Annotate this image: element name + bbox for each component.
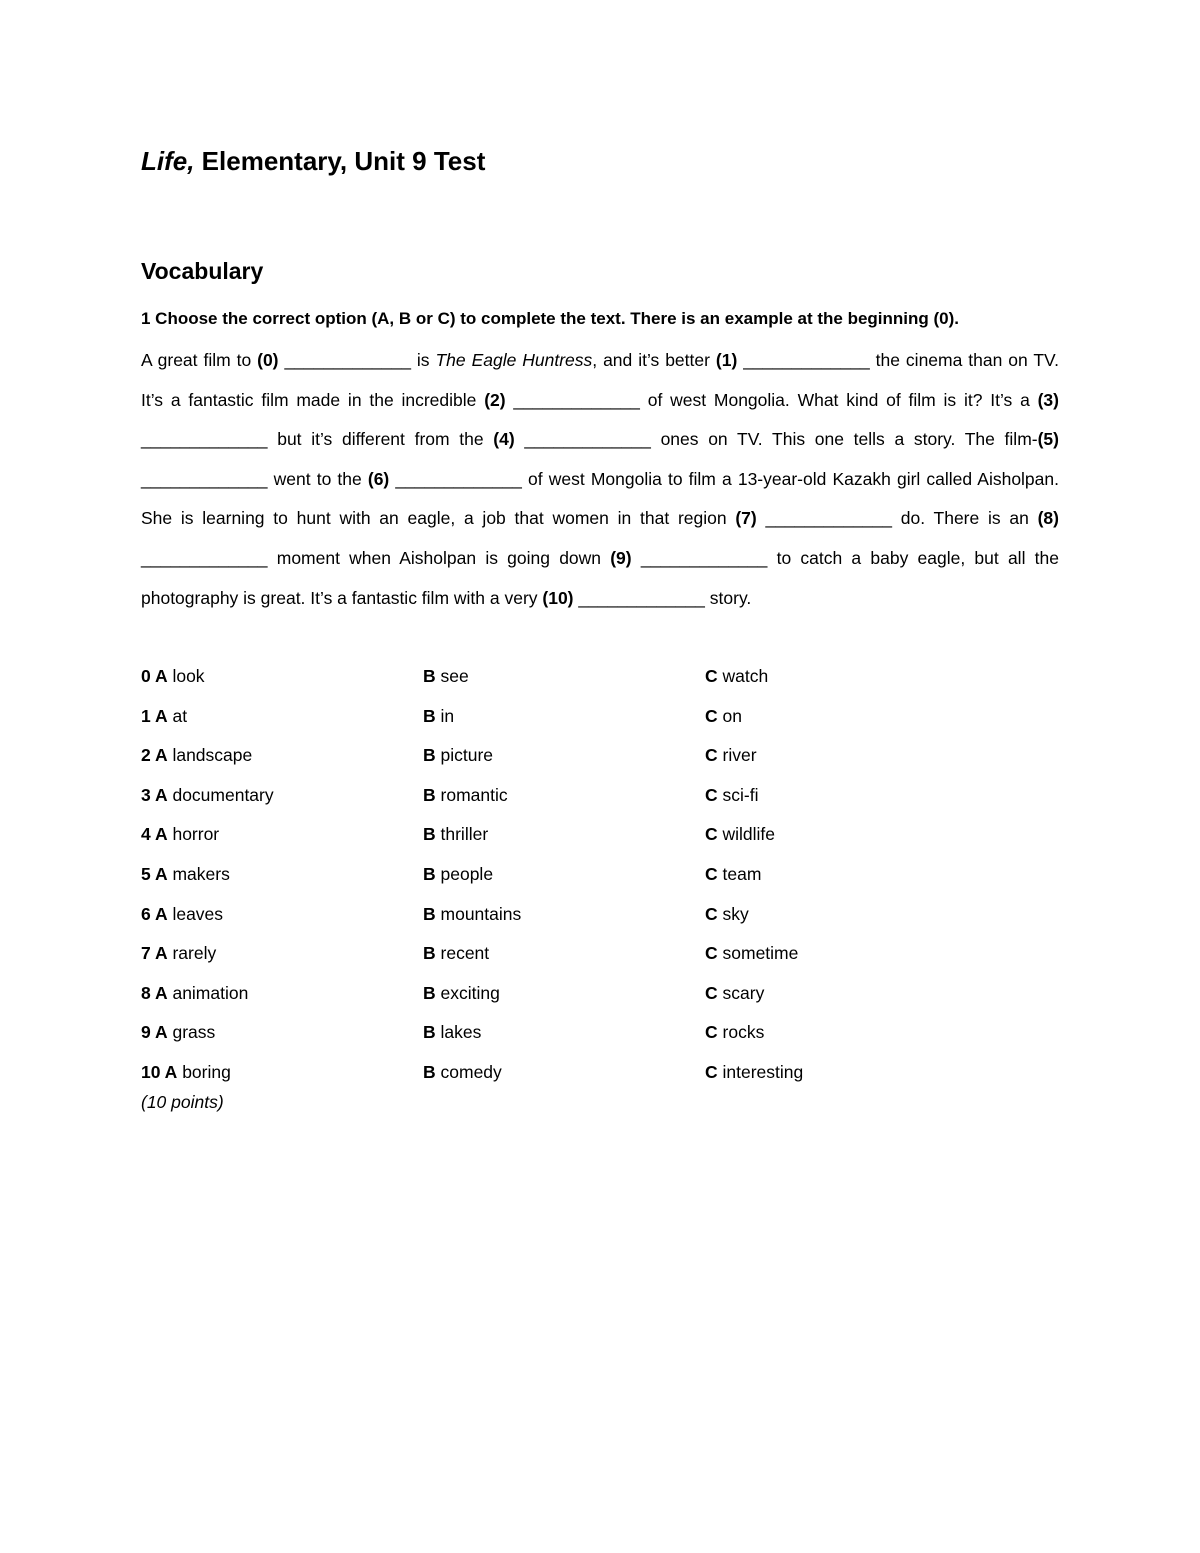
option-b — [423, 855, 705, 895]
option-a — [141, 1053, 423, 1093]
option-c — [705, 815, 1005, 855]
option-label: B — [423, 982, 436, 1003]
option-row — [141, 934, 1059, 974]
title-italic: Life, — [141, 146, 195, 176]
option-label: C — [705, 1022, 718, 1043]
option-label: B — [423, 824, 436, 845]
option-label: C — [705, 863, 718, 884]
passage-segment: A great film to — [141, 350, 258, 370]
option-text: team — [717, 863, 762, 884]
option-row — [141, 1053, 1059, 1093]
option-text: romantic — [435, 784, 508, 805]
option-c — [705, 736, 1005, 776]
option-label: C — [705, 824, 718, 845]
gap-number: (0) — [257, 350, 279, 370]
passage-segment: went to the — [267, 468, 368, 489]
option-c — [705, 1053, 1005, 1093]
option-text: interesting — [717, 1061, 804, 1082]
option-label: B — [423, 705, 436, 726]
option-label: C — [705, 705, 718, 726]
answer-blank: _____________ — [395, 468, 522, 489]
option-text: river — [717, 745, 757, 766]
option-c — [705, 855, 1005, 895]
gap-number: (3) — [1037, 389, 1059, 410]
option-label: C — [705, 943, 718, 964]
option-text: exciting — [435, 982, 500, 1003]
option-label: B — [423, 745, 436, 766]
option-text: leaves — [167, 903, 224, 924]
passage-segment: , and it’s better — [592, 350, 716, 370]
option-text: comedy — [435, 1061, 502, 1082]
option-text: wildlife — [717, 824, 776, 845]
option-row — [141, 855, 1059, 895]
option-text: documentary — [167, 784, 274, 805]
option-label: C — [705, 745, 718, 766]
option-label: C — [705, 784, 718, 805]
answer-blank: _____________ — [284, 350, 411, 370]
option-text: at — [167, 705, 188, 726]
option-a — [141, 736, 423, 776]
option-c — [705, 776, 1005, 816]
option-text: horror — [167, 824, 220, 845]
option-label: C — [705, 982, 718, 1003]
option-label: 0 A — [141, 666, 168, 686]
option-text: watch — [717, 666, 769, 686]
option-text: in — [435, 705, 455, 726]
option-label: B — [423, 903, 436, 924]
option-text: on — [717, 705, 742, 726]
option-label: C — [705, 903, 718, 924]
option-b — [423, 657, 705, 697]
gap-number: (2) — [484, 389, 506, 410]
option-text: lakes — [435, 1022, 482, 1043]
option-a — [141, 855, 423, 895]
option-a — [141, 1013, 423, 1053]
option-b — [423, 974, 705, 1014]
option-label: 7 A — [141, 943, 168, 964]
option-text: picture — [435, 745, 494, 766]
option-label: 10 A — [141, 1061, 178, 1082]
option-text: landscape — [167, 745, 253, 766]
gap-number: (4) — [493, 429, 515, 450]
option-a — [141, 697, 423, 737]
option-row — [141, 1013, 1059, 1053]
option-text: scary — [717, 982, 765, 1003]
option-b — [423, 736, 705, 776]
option-text: recent — [435, 943, 490, 964]
option-row — [141, 657, 1059, 697]
gap-number: (7) — [735, 508, 757, 529]
page-title — [141, 146, 485, 177]
points-note: (10 points) — [141, 1092, 224, 1112]
gap-number: (6) — [367, 468, 390, 489]
option-label: 6 A — [141, 903, 168, 924]
passage-segment: of west Mongolia. What kind of film is it? It’s a — [639, 389, 1038, 410]
option-row — [141, 974, 1059, 1014]
option-b — [423, 697, 705, 737]
option-label: B — [423, 863, 436, 884]
passage-segment: of west Mongolia to film a 13-year-old Kazakh girl called Aisholpan. She is learning to hunt with an eagle, a job that women in that region — [141, 468, 1059, 529]
gap-number: (8) — [1037, 508, 1059, 529]
passage-segment: is — [410, 350, 436, 370]
film-title: The Eagle Huntress — [435, 350, 593, 370]
answer-blank: _____________ — [141, 429, 268, 450]
option-b — [423, 815, 705, 855]
option-label: B — [423, 943, 436, 964]
option-label: C — [705, 666, 718, 686]
option-c — [705, 657, 1005, 697]
option-a — [141, 934, 423, 974]
answer-blank: _____________ — [141, 547, 268, 568]
passage-segment: do. There is an — [892, 508, 1038, 529]
option-text: animation — [167, 982, 249, 1003]
passage-segment: story. — [704, 587, 752, 608]
option-text: sometime — [717, 943, 799, 964]
option-row — [141, 895, 1059, 935]
gap-number: (5) — [1037, 429, 1059, 450]
option-a — [141, 776, 423, 816]
option-label: 2 A — [141, 745, 168, 766]
option-label: C — [705, 1061, 718, 1082]
option-text: rarely — [167, 943, 217, 964]
option-b — [423, 934, 705, 974]
passage-segment: but it’s different from the — [267, 429, 494, 450]
option-c — [705, 934, 1005, 974]
option-row — [141, 736, 1059, 776]
answer-blank: _____________ — [141, 468, 268, 489]
option-label: 9 A — [141, 1022, 168, 1043]
answer-blank: _____________ — [765, 508, 893, 529]
option-row — [141, 776, 1059, 816]
option-a — [141, 895, 423, 935]
option-text: see — [435, 666, 469, 686]
options-list — [141, 657, 1059, 1093]
option-b — [423, 1053, 705, 1093]
option-text: look — [167, 666, 205, 686]
option-c — [705, 895, 1005, 935]
option-text: mountains — [435, 903, 522, 924]
option-text: people — [435, 863, 494, 884]
option-text: makers — [167, 863, 230, 884]
gap-number: (9) — [610, 547, 632, 568]
option-label: B — [423, 666, 436, 686]
passage-segment: the cinema than on TV. It’s a fantastic film made in the incredible — [141, 350, 1059, 410]
option-row — [141, 697, 1059, 737]
option-label: B — [423, 784, 436, 805]
option-text: grass — [167, 1022, 216, 1043]
option-label: 4 A — [141, 824, 168, 845]
option-label: 3 A — [141, 784, 168, 805]
exercise-instruction: 1 Choose the correct option (A, B or C) to complete the text. There is an example at the beginning (0). — [141, 309, 960, 328]
passage-segment: ones on TV. This one tells a story. The film- — [650, 429, 1038, 450]
answer-blank: _____________ — [743, 350, 870, 370]
option-text: sci-fi — [717, 784, 759, 805]
option-label: B — [423, 1022, 436, 1043]
option-c — [705, 697, 1005, 737]
option-text: rocks — [717, 1022, 765, 1043]
passage-segment: to catch a baby eagle, but all the photography is great. It’s a fantastic film with a very — [141, 547, 1059, 608]
answer-blank: _____________ — [640, 547, 768, 568]
gap-number: (10) — [542, 587, 574, 608]
option-a — [141, 657, 423, 697]
option-a — [141, 815, 423, 855]
option-text: thriller — [435, 824, 489, 845]
option-label: 1 A — [141, 705, 168, 726]
section-heading: Vocabulary — [141, 258, 264, 284]
option-text: boring — [177, 1061, 231, 1082]
option-a — [141, 974, 423, 1014]
option-b — [423, 776, 705, 816]
option-b — [423, 1013, 705, 1053]
option-label: 8 A — [141, 982, 168, 1003]
gap-number: (1) — [715, 350, 738, 370]
option-row — [141, 815, 1059, 855]
passage-segment: moment when Aisholpan is going down — [267, 547, 611, 568]
answer-blank: _____________ — [578, 587, 705, 608]
passage-text — [141, 341, 1059, 618]
option-c — [705, 974, 1005, 1014]
option-c — [705, 1013, 1005, 1053]
option-b — [423, 895, 705, 935]
option-text: sky — [717, 903, 749, 924]
answer-blank: _____________ — [524, 429, 651, 450]
option-label: B — [423, 1061, 436, 1082]
answer-blank: _____________ — [513, 389, 640, 410]
option-label: 5 A — [141, 863, 168, 884]
title-rest: Elementary, Unit 9 Test — [194, 146, 486, 176]
